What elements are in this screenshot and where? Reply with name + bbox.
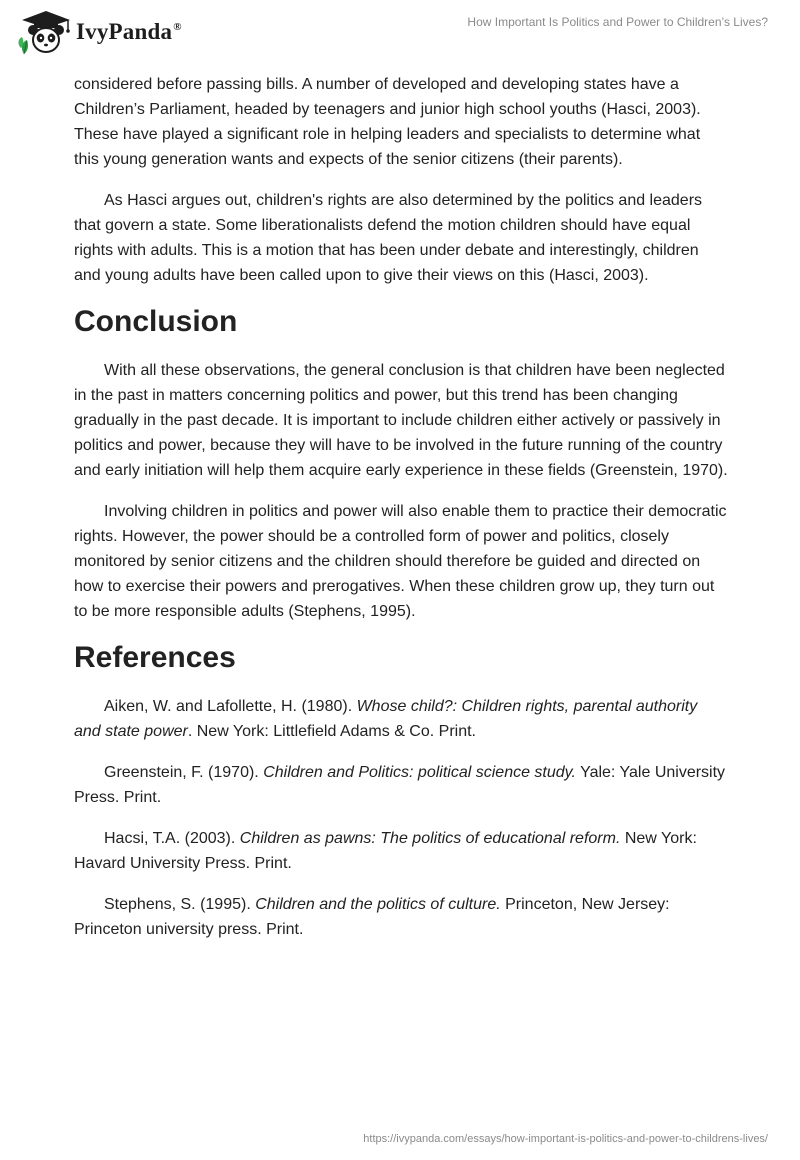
reference-title: Children and the politics of culture.: [255, 896, 501, 913]
reference-publisher: Yale: Yale University Press. Print.: [74, 764, 726, 806]
reference-item: [74, 760, 728, 810]
body-paragraph: As Hasci argues out, children's rights are also determined by the politics and leaders that govern a state. Some liberationalists defend the motion children should have equal rights with adults. This is a motion that has been under debate and interestingly, children and young adults have been called upon to give their views on this (Hasci, 2003).: [74, 192, 703, 284]
reference-authors: Greenstein, F. (1970).: [104, 764, 264, 781]
body-paragraph: considered before passing bills. A number of developed and developing states have a Children’s Parliament, headed by teenagers and junior high school youths (Hasci, 2003). These have played a significant role in helping leaders and specialists to determine what this young generation wants and expects of the senior citizens (their parents).: [74, 76, 701, 168]
reference-authors: Stephens, S. (1995).: [104, 896, 256, 913]
reference-title: Whose child?: Children rights, parental authority and state power: [74, 698, 698, 740]
reference-authors: Aiken, W. and Lafollette, H. (1980).: [104, 698, 357, 715]
page-header: [0, 0, 800, 62]
ivypanda-logo-link[interactable]: [14, 8, 182, 56]
brand-name: IvyPanda®: [76, 19, 182, 44]
reference-publisher: Princeton, New Jersey: Princeton university press. Print.: [74, 896, 670, 938]
conclusion-paragraph: With all these observations, the general conclusion is that children have been neglected in the past in matters concerning politics and power, but this trend has been changing gradually in the past decade. It is important to include children either actively or passively in politics and power, because they will have to be involved in the future running of the country and early initiation will help them acquire early experience in these fields (Greenstein, 1970).: [74, 362, 728, 479]
source-url-link[interactable]: https://ivypanda.com/essays/how-important-is-politics-and-power-to-childrens-lives/: [363, 1133, 768, 1145]
reference-publisher: . New York: Littlefield Adams & Co. Print.: [187, 723, 476, 740]
reference-item: [74, 694, 728, 744]
reference-item: [74, 826, 728, 876]
reference-title: Children as pawns: The politics of educational reform.: [239, 830, 621, 847]
reference-title: Children and Politics: political science study.: [263, 764, 576, 781]
reference-publisher: New York: Havard University Press. Print.: [74, 830, 697, 872]
reference-authors: Hacsi, T.A. (2003).: [104, 830, 240, 847]
essay-content: [74, 72, 728, 958]
document-title: How Important Is Politics and Power to Children’s Lives?: [467, 15, 768, 29]
reference-item: [74, 892, 728, 942]
conclusion-paragraph: Involving children in politics and power will also enable them to practice their democratic rights. However, the power should be a controlled form of power and politics, closely monitored by senior citizens and the children should therefore be guided and directed on how to exercise their powers and prerogatives. When these children grow up, they turn out to be more responsible adults (Stephens, 1995).: [74, 503, 727, 620]
conclusion-heading: Conclusion: [74, 305, 238, 338]
references-heading: References: [74, 641, 236, 674]
panda-graduate-icon: [14, 8, 74, 56]
